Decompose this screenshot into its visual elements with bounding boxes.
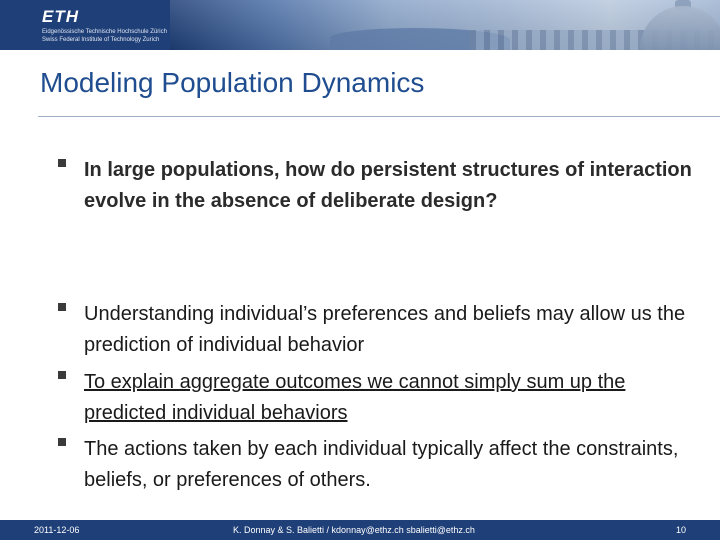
footer-bar — [0, 520, 720, 540]
title-divider — [38, 116, 720, 117]
eth-logo: ETH — [42, 7, 79, 26]
slide-title: Modeling Population Dynamics — [40, 67, 425, 98]
bullet-square-icon — [58, 371, 66, 379]
page-number: 10 — [676, 525, 687, 535]
header-photo — [170, 0, 720, 50]
bullet-text: Understanding individual’s preferences and beliefs may allow us the prediction of individual behavior — [84, 303, 686, 356]
bullet-square-icon — [58, 303, 66, 311]
institution-name-german: Eidgenössische Technische Hochschule Zürich — [42, 29, 167, 35]
footer-date: 2011-12-06 — [34, 525, 80, 535]
bullet-square-icon — [58, 438, 66, 446]
institution-name-english: Swiss Federal Institute of Technology Zurich — [42, 37, 160, 43]
footer-credit: K. Donnay & S. Balietti / kdonnay@ethz.ch sbalietti@ethz.ch — [233, 525, 475, 535]
bullet-text: The actions taken by each individual typically affect the constraints, beliefs, or preferences of others. — [84, 438, 679, 491]
header-banner — [0, 0, 720, 50]
bullet-square-icon — [58, 159, 66, 167]
bullet-text: To explain aggregate outcomes we cannot simply sum up the predicted individual behaviors — [84, 371, 626, 424]
bullet-text: In large populations, how do persistent structures of interaction evolve in the absence of deliberate design? — [84, 159, 692, 212]
